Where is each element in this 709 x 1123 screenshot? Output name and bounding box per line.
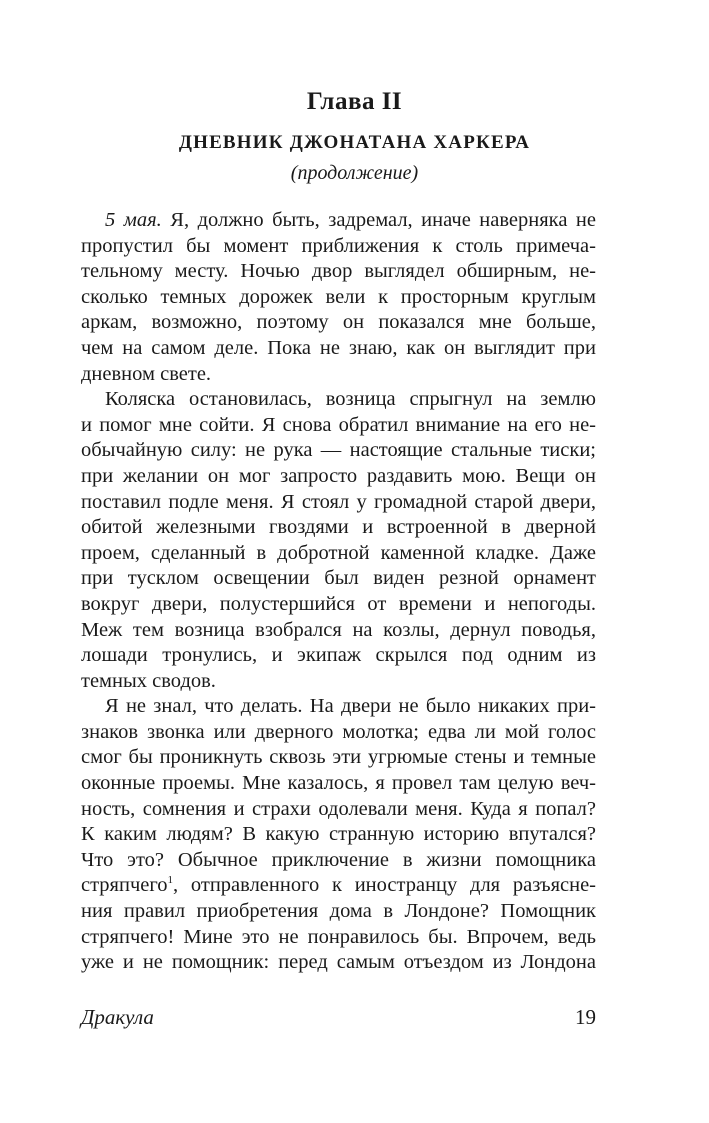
text-line: [81, 208, 596, 234]
text-line: лошади тронулись, и экипаж скрылся под одним из: [81, 644, 596, 667]
text-line: смог бы проникнуть сквозь эти угрюмые стены и темные: [81, 746, 596, 769]
text-line: при желании он мог запросто раздавить мою. Вещи он: [81, 464, 596, 487]
text-line: обычайную силу: не рука — настоящие стальные тиски;: [81, 439, 596, 462]
text-line: уже и не помощник: перед самым отъездом из Лондона: [81, 951, 596, 974]
text-line: сколько темных дорожек вели к просторным круглым: [81, 285, 596, 308]
text-line: стряпчего! Мине это не понравилось бы. Впрочем, ведь: [81, 925, 596, 948]
text-line: ния правил приобретения дома в Лондоне? Помощник: [81, 900, 596, 923]
text-line: Я не знал, что делать. На двери не было никаких при-: [105, 695, 596, 718]
text-line: дневном свете.: [81, 362, 212, 385]
text-line: К каким людям? В какую странную историю впутался?: [81, 823, 596, 846]
page-number: 19: [575, 1005, 596, 1029]
text-fragment: стряпчего: [81, 874, 168, 897]
text-line: проем, сделанный в добротной каменной кладке. Даже: [81, 541, 596, 564]
text-line: Что это? Обычное приключение в жизни помощника: [81, 848, 596, 871]
text-line: обитой железными гвоздями и встроенной в дверной: [81, 516, 596, 539]
footnote-marker[interactable]: 1: [167, 874, 174, 887]
text-line: вокруг двери, полустершийся от времени и непогоды.: [81, 592, 596, 615]
text-line: Меж тем возница взобрался на козлы, дернул поводья,: [81, 618, 596, 641]
text-line: знаков звонка или дверного молотка; едва ли мой голос: [81, 720, 596, 743]
chapter-note: (продолжение): [290, 162, 419, 184]
body-text: [81, 208, 596, 976]
running-footer-title: Дракула: [81, 1005, 154, 1029]
text-line: [81, 873, 596, 899]
entry-date: 5 мая.: [105, 209, 162, 231]
text-line: и помог мне сойти. Я снова обратил внимание на его не-: [81, 413, 596, 436]
text-line: оконные проемы. Мне казалось, я провел там целую веч-: [81, 772, 596, 795]
text-line: чем на самом деле. Пока не знаю, как он выглядит при: [81, 336, 596, 359]
text-fragment: , отправленного к иностранцу для разъясне-: [173, 874, 596, 897]
text-fragment: Я, должно быть, задремал, иначе наверняка не: [170, 209, 596, 231]
text-line: ность, сомнения и страхи одолевали меня. Куда я попал?: [81, 797, 596, 820]
chapter-subtitle: ДНЕВНИК ДЖОНАТАНА ХАРКЕРА: [178, 132, 531, 153]
text-line: аркам, возможно, поэтому он показался мне больше,: [81, 311, 596, 334]
text-line: темных сводов.: [81, 669, 216, 692]
chapter-title: Глава II: [306, 88, 403, 115]
text-line: тельному месту. Ночью двор выглядел обширным, не-: [81, 260, 596, 283]
text-line: при тусклом освещении был виден резной орнамент: [81, 567, 596, 590]
text-line: пропустил бы момент приближения к столь примеча-: [81, 234, 596, 257]
text-line: Коляска остановилась, возница спрыгнул на землю: [105, 388, 596, 411]
text-line: поставил подле меня. Я стоял у громадной старой двери,: [81, 490, 596, 513]
